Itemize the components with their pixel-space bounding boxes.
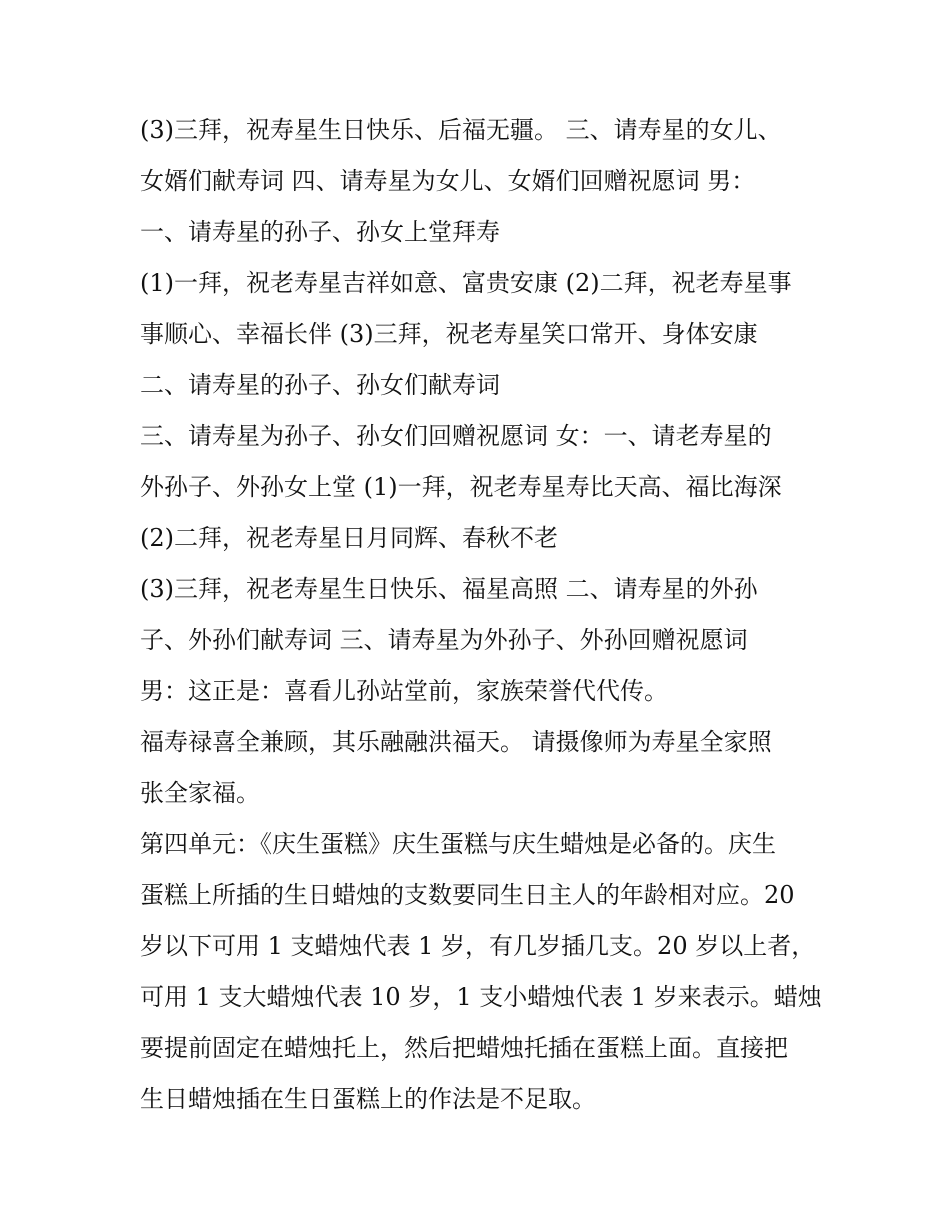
text-line: 事顺心、幸福长伴 (3)三拜，祝老寿星笑口常开、身体安康 xyxy=(140,320,758,348)
text-line: 一、请寿星的孙子、孙女上堂拜寿 xyxy=(140,218,500,246)
text-line: 张全家福。 xyxy=(140,779,260,807)
text-line: 可用 1 支大蜡烛代表 10 岁，1 支小蜡烛代表 1 岁来表示。蜡烛 xyxy=(140,983,822,1011)
text-line: 要提前固定在蜡烛托上，然后把蜡烛托插在蛋糕上面。直接把 xyxy=(140,1034,788,1062)
text-line: 二、请寿星的孙子、孙女们献寿词 xyxy=(140,371,500,399)
text-line: 三、请寿星为孙子、孙女们回赠祝愿词 女：一、请老寿星的 xyxy=(140,422,772,450)
text-line: 生日蜡烛插在生日蛋糕上的作法是不足取。 xyxy=(140,1085,596,1113)
text-line: (1)一拜，祝老寿星吉祥如意、富贵安康 (2)二拜，祝老寿星事 xyxy=(140,269,792,297)
text-line: (3)三拜，祝寿星生日快乐、后福无疆。 三、请寿星的女儿、 xyxy=(140,116,782,144)
text-line: 岁以下可用 1 支蜡烛代表 1 岁，有几岁插几支。20 岁以上者， xyxy=(140,932,816,960)
text-line: 福寿禄喜全兼顾，其乐融融洪福天。 请摄像师为寿星全家照 xyxy=(140,728,772,756)
text-line: (2)二拜，祝老寿星日月同辉、春秋不老 xyxy=(140,524,558,552)
text-line: 男：这正是：喜看儿孙站堂前，家族荣誉代代传。 xyxy=(140,677,668,705)
text-line: 女婿们献寿词 四、请寿星为女儿、女婿们回赠祝愿词 男： xyxy=(140,167,756,195)
document-body xyxy=(140,105,820,1125)
text-line: 蛋糕上所插的生日蜡烛的支数要同生日主人的年龄相对应。20 xyxy=(140,881,795,909)
text-line: 子、外孙们献寿词 三、请寿星为外孙子、外孙回赠祝愿词 xyxy=(140,626,748,654)
text-line: (3)三拜，祝老寿星生日快乐、福星高照 二、请寿星的外孙 xyxy=(140,575,758,603)
text-line: 外孙子、外孙女上堂 (1)一拜，祝老寿星寿比天高、福比海深 xyxy=(140,473,782,501)
text-line: 第四单元：《庆生蛋糕》庆生蛋糕与庆生蜡烛是必备的。庆生 xyxy=(140,830,776,858)
